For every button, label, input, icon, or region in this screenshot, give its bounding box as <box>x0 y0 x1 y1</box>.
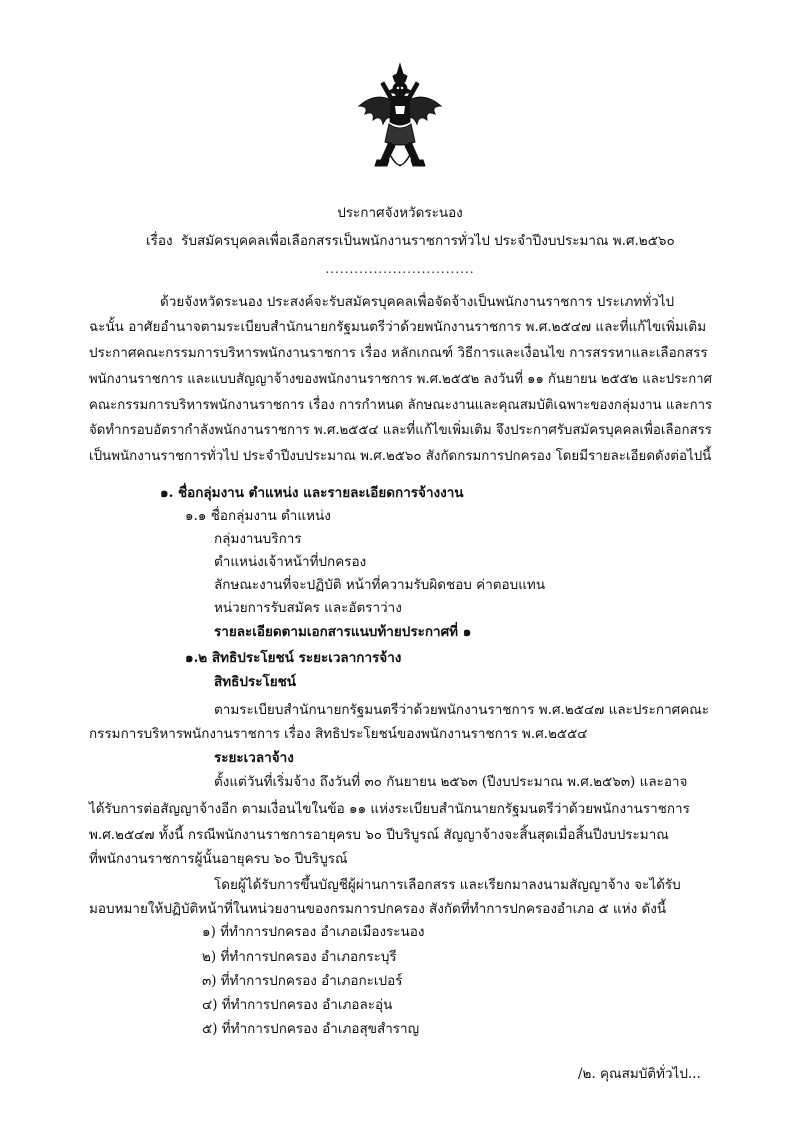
intro-line-2: ฉะนั้น อาศัยอำนาจตามระเบียบสำนักนายกรัฐมนตรีว่าด้วยพนักงานราชการ พ.ศ.๒๕๔๗ และที่แก้ไขเพิ่มเติม <box>89 319 707 335</box>
office-list-item: ๕) ที่ทำการปกครอง อำเภอสุขสำราญ <box>202 1021 420 1037</box>
period-line-3: พ.ศ.๒๕๔๗ ทั้งนี้ กรณีพนักงานราชการอายุครบ ๖๐ ปีบริบูรณ์ สัญญาจ้างจะสิ้นสุดเมื่อสิ้นปีงบประมาณ <box>89 827 669 843</box>
office-list-item: ๑) ที่ทำการปกครอง อำเภอเมืองระนอง <box>202 924 425 940</box>
assignment-line-2: มอบหมายให้ปฏิบัติหน้าที่ในหน่วยงานของกรมการปกครอง สังกัดที่ทำการปกครองอำเภอ ๕ แห่ง ดังนี้ <box>89 901 667 917</box>
intro-line-4: พนักงานราชการ และแบบสัญญาจ้างของพนักงานราชการ พ.ศ.๒๕๕๒ ลงวันที่ ๑๑ กันยายน ๒๕๕๒ และประกาศ <box>89 371 712 387</box>
intro-line-1: ด้วยจังหวัดระนอง ประสงค์จะรับสมัครบุคคลเพื่อจัดจ้างเป็นพนักงานราชการ ประเภททั่วไป <box>160 294 675 310</box>
period-line-4: ที่พนักงานราชการผู้นั้นอายุครบ ๖๐ ปีบริบูรณ์ <box>89 851 348 867</box>
section-1-1-item: หน่วยการรับสมัคร และอัตราว่าง <box>214 600 402 616</box>
intro-line-5: คณะกรรมการบริหารพนักงานราชการ เรื่อง การกำหนด ลักษณะงานและคุณสมบัติเฉพาะของกลุ่มงาน และการ <box>89 397 713 413</box>
benefits-line-2: กรรมการบริหารพนักงานราชการ เรื่อง สิทธิประโยชน์ของพนักงานราชการ พ.ศ.๒๕๕๔ <box>89 726 588 742</box>
title-divider: ............................... <box>325 262 475 276</box>
garuda-emblem-icon <box>355 62 445 182</box>
section-1-2-heading: ๑.๒ สิทธิประโยชน์ ระยะเวลาการจ้าง <box>185 650 402 666</box>
period-line-2: ได้รับการต่อสัญญาจ้างอีก ตามเงื่อนไขในข้อ ๑๑ แห่งระเบียบสำนักนายกรัฐมนตรีว่าด้วยพนักงานราชการ <box>89 801 690 817</box>
office-list-item: ๓) ที่ทำการปกครอง อำเภอกะเปอร์ <box>202 973 403 989</box>
page-continuation: /๒. คุณสมบัติทั่วไป... <box>578 1066 701 1082</box>
section-1-1-item: กลุ่มงานบริการ <box>214 531 302 547</box>
section-1-1-heading: ๑.๑ ชื่อกลุ่มงาน ตำแหน่ง <box>185 508 331 524</box>
subject-label: เรื่อง <box>146 233 173 249</box>
period-heading: ระยะเวลาจ้าง <box>214 750 294 766</box>
announcement-title: ประกาศจังหวัดระนอง <box>337 205 463 221</box>
subject-text: รับสมัครบุคคลเพื่อเลือกสรรเป็นพนักงานราชการทั่วไป ประจำปีงบประมาณ พ.ศ.๒๕๖๐ <box>181 233 675 249</box>
intro-line-6: จัดทำกรอบอัตรากำลังพนักงานราชการ พ.ศ.๒๕๕๔ และที่แก้ไขเพิ่มเติม จึงประกาศรับสมัครบุคคลเพื่อเลือกสรร <box>89 422 712 438</box>
assignment-line-1: โดยผู้ได้รับการขึ้นบัญชีผู้ผ่านการเลือกสรร และเรียกมาลงนามสัญญาจ้าง จะได้รับ <box>214 877 681 893</box>
attachment-note: รายละเอียดตามเอกสารแนบท้ายประกาศที่ ๑ <box>214 624 472 640</box>
office-list-item: ๒) ที่ทำการปกครอง อำเภอกระบุรี <box>202 949 397 965</box>
benefits-heading: สิทธิประโยชน์ <box>214 674 297 690</box>
section-1-1-item: ตำแหน่งเจ้าหน้าที่ปกครอง <box>214 554 367 570</box>
section-1-1-item: ลักษณะงานที่จะปฏิบัติ หน้าที่ความรับผิดชอบ ค่าตอบแทน <box>214 577 546 593</box>
office-list-item: ๔) ที่ทำการปกครอง อำเภอละอุ่น <box>202 997 393 1013</box>
period-line-1: ตั้งแต่วันที่เริ่มจ้าง ถึงวันที่ ๓๐ กันยายน ๒๕๖๓ (ปีงบประมาณ พ.ศ.๒๕๖๓) และอาจ <box>214 774 688 790</box>
subject-line <box>146 232 675 250</box>
section-1-heading: ๑. ชื่อกลุ่มงาน ตำแหน่ง และรายละเอียดการจ้างงาน <box>160 485 464 501</box>
intro-line-7: เป็นพนักงานราชการทั่วไป ประจำปีงบประมาณ พ.ศ.๒๕๖๐ สังกัดกรมการปกครอง โดยมีรายละเอียดดังต่อไปนี้ <box>89 448 712 464</box>
benefits-line-1: ตามระเบียบสำนักนายกรัฐมนตรีว่าด้วยพนักงานราชการ พ.ศ.๒๕๔๗ และประกาศคณะ <box>214 702 710 718</box>
intro-line-3: ประกาศคณะกรรมการบริหารพนักงานราชการ เรื่อง หลักเกณฑ์ วิธีการและเงื่อนไข การสรรหาและเลือกสรร <box>89 345 708 361</box>
